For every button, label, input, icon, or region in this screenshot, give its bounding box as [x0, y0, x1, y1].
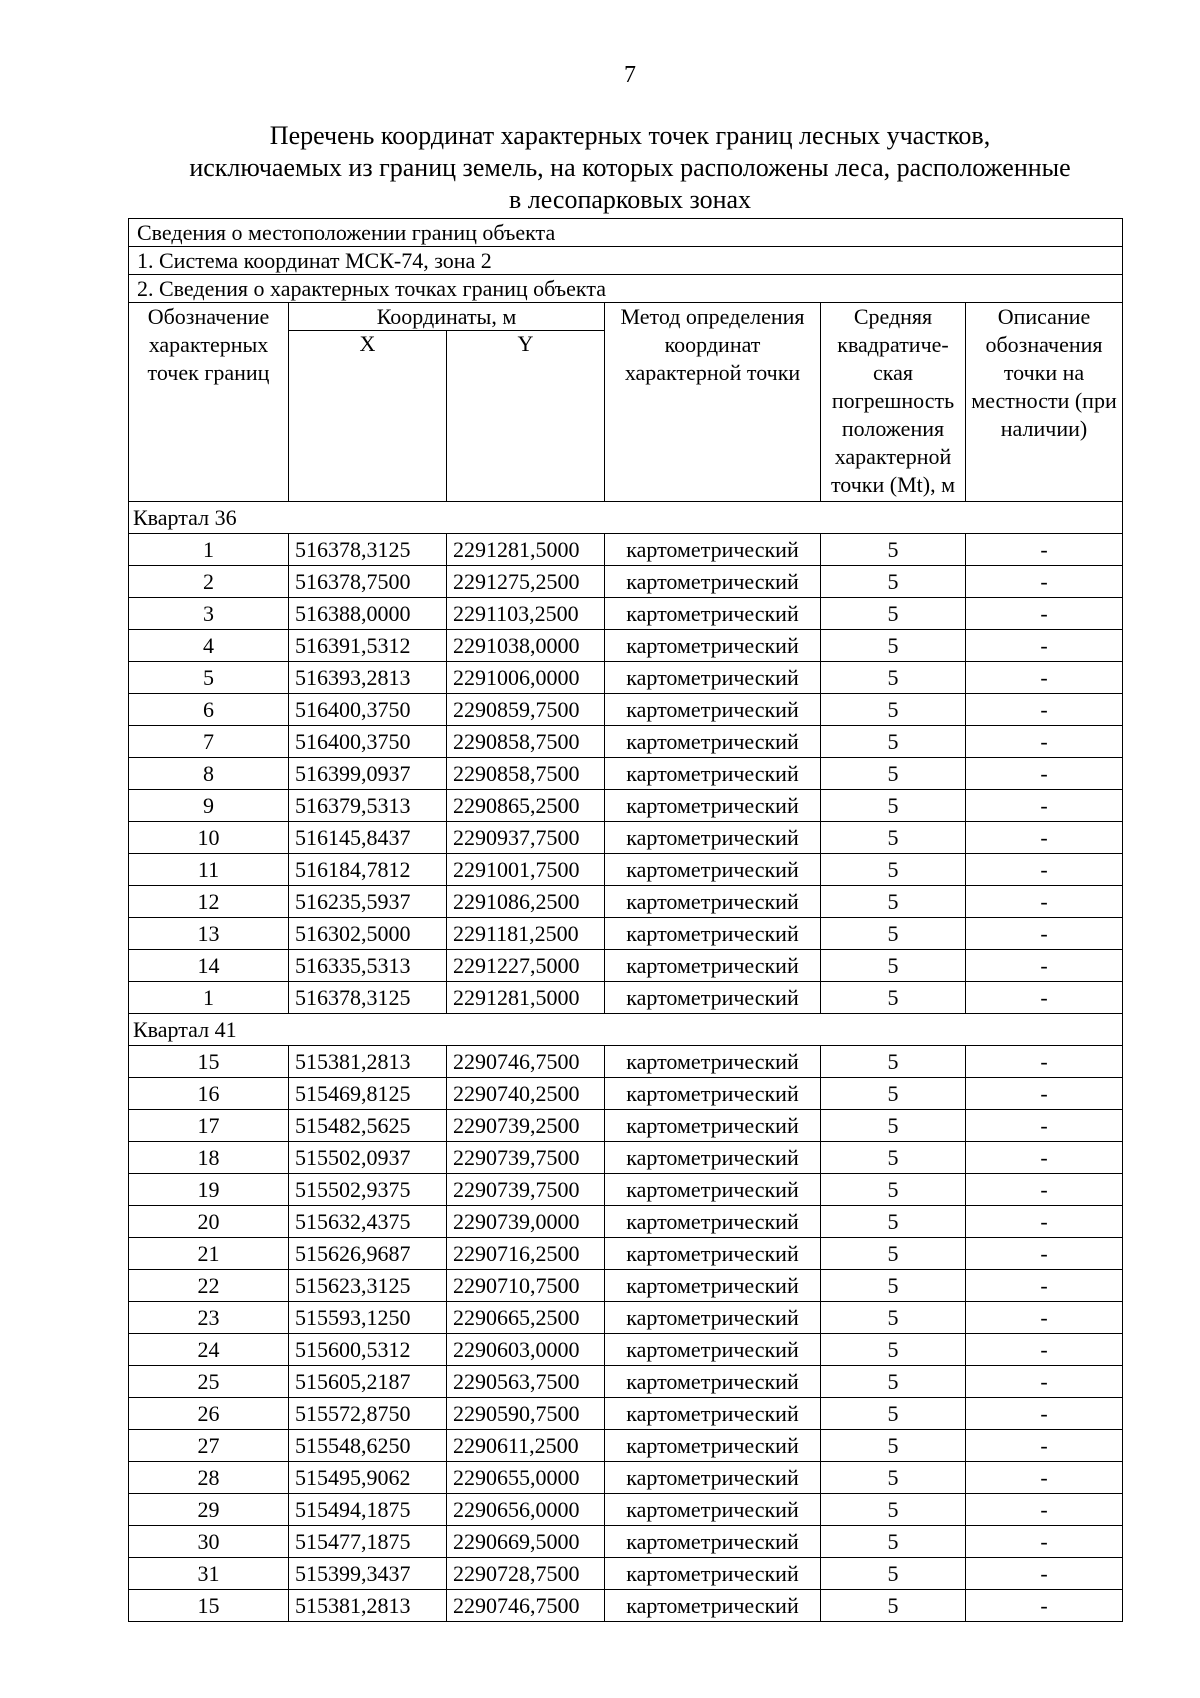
coord-x: 516378,3125 — [289, 982, 447, 1014]
method: картометрический — [605, 694, 821, 726]
coord-x: 516378,7500 — [289, 566, 447, 598]
description: - — [966, 822, 1123, 854]
method: картометрический — [605, 1270, 821, 1302]
error-mt: 5 — [821, 566, 966, 598]
error-mt: 5 — [821, 886, 966, 918]
method: картометрический — [605, 566, 821, 598]
info-row-points: 2. Сведения о характерных точках границ объекта — [129, 275, 1123, 303]
method: картометрический — [605, 1174, 821, 1206]
table-row — [129, 854, 1123, 886]
method: картометрический — [605, 1526, 821, 1558]
coord-x: 515600,5312 — [289, 1334, 447, 1366]
error-mt: 5 — [821, 1462, 966, 1494]
description: - — [966, 1078, 1123, 1110]
method: картометрический — [605, 1078, 821, 1110]
method: картометрический — [605, 1206, 821, 1238]
error-mt: 5 — [821, 1494, 966, 1526]
table-row — [129, 950, 1123, 982]
coord-y: 2290859,7500 — [447, 694, 605, 726]
point-number: 8 — [129, 758, 289, 790]
header-y: Y — [447, 331, 605, 502]
coord-y: 2290858,7500 — [447, 726, 605, 758]
description: - — [966, 1302, 1123, 1334]
error-mt: 5 — [821, 822, 966, 854]
point-number: 20 — [129, 1206, 289, 1238]
coord-x: 516391,5312 — [289, 630, 447, 662]
point-number: 18 — [129, 1142, 289, 1174]
coord-y: 2290937,7500 — [447, 822, 605, 854]
point-number: 23 — [129, 1302, 289, 1334]
header-coordinates: Координаты, м — [289, 303, 605, 331]
header-error: Средняя квадратиче-ская погрешность положения характерной точки (Mt), м — [821, 303, 966, 502]
method: картометрический — [605, 1590, 821, 1622]
block-header-row — [129, 502, 1123, 534]
coord-x: 515605,2187 — [289, 1366, 447, 1398]
method: картометрический — [605, 790, 821, 822]
method: картометрический — [605, 1558, 821, 1590]
coord-y: 2290656,0000 — [447, 1494, 605, 1526]
description: - — [966, 982, 1123, 1014]
coord-x: 515632,4375 — [289, 1206, 447, 1238]
description: - — [966, 950, 1123, 982]
point-number: 13 — [129, 918, 289, 950]
description: - — [966, 918, 1123, 950]
description: - — [966, 1206, 1123, 1238]
coord-y: 2290739,0000 — [447, 1206, 605, 1238]
title-line-2: исключаемых из границ земель, на которых расположены леса, расположенные — [189, 153, 1071, 182]
description: - — [966, 694, 1123, 726]
table-row — [129, 534, 1123, 566]
coord-y: 2290563,7500 — [447, 1366, 605, 1398]
method: картометрический — [605, 1142, 821, 1174]
method: картометрический — [605, 950, 821, 982]
coord-y: 2290710,7500 — [447, 1270, 605, 1302]
coord-x: 515381,2813 — [289, 1046, 447, 1078]
error-mt: 5 — [821, 1366, 966, 1398]
error-mt: 5 — [821, 726, 966, 758]
error-mt: 5 — [821, 854, 966, 886]
table-row — [129, 918, 1123, 950]
point-number: 17 — [129, 1110, 289, 1142]
table-row — [129, 790, 1123, 822]
header-description: Описание обозначения точки на местности (при наличии) — [966, 303, 1123, 502]
method: картометрический — [605, 822, 821, 854]
coord-x: 516393,2813 — [289, 662, 447, 694]
coord-x: 515399,3437 — [289, 1558, 447, 1590]
coord-x: 516235,5937 — [289, 886, 447, 918]
info-row-coordinate-system: 1. Система координат МСК-74, зона 2 — [129, 247, 1123, 275]
point-number: 1 — [129, 982, 289, 1014]
error-mt: 5 — [821, 1206, 966, 1238]
coord-y: 2290590,7500 — [447, 1398, 605, 1430]
point-number: 14 — [129, 950, 289, 982]
description: - — [966, 886, 1123, 918]
description: - — [966, 1046, 1123, 1078]
coord-y: 2291086,2500 — [447, 886, 605, 918]
table-row — [129, 1078, 1123, 1110]
error-mt: 5 — [821, 630, 966, 662]
coord-y: 2291103,2500 — [447, 598, 605, 630]
coord-y: 2290716,2500 — [447, 1238, 605, 1270]
point-number: 6 — [129, 694, 289, 726]
error-mt: 5 — [821, 534, 966, 566]
description: - — [966, 790, 1123, 822]
point-number: 19 — [129, 1174, 289, 1206]
table-row — [129, 566, 1123, 598]
method: картометрический — [605, 1462, 821, 1494]
method: картометрический — [605, 758, 821, 790]
error-mt: 5 — [821, 598, 966, 630]
info-row-location: Сведения о местоположении границ объекта — [129, 219, 1123, 247]
header-point: Обозначение характерных точек границ — [129, 303, 289, 502]
error-mt: 5 — [821, 758, 966, 790]
error-mt: 5 — [821, 662, 966, 694]
coord-y: 2290728,7500 — [447, 1558, 605, 1590]
coord-y: 2290746,7500 — [447, 1046, 605, 1078]
description: - — [966, 726, 1123, 758]
table-row — [129, 1398, 1123, 1430]
point-number: 10 — [129, 822, 289, 854]
table-row — [129, 758, 1123, 790]
description: - — [966, 566, 1123, 598]
coord-y: 2290655,0000 — [447, 1462, 605, 1494]
method: картометрический — [605, 1334, 821, 1366]
header-method: Метод определения координат характерной точки — [605, 303, 821, 502]
table-row — [129, 982, 1123, 1014]
coord-x: 516184,7812 — [289, 854, 447, 886]
description: - — [966, 1334, 1123, 1366]
table-row — [129, 1334, 1123, 1366]
coord-x: 515626,9687 — [289, 1238, 447, 1270]
method: картометрический — [605, 1110, 821, 1142]
coord-y: 2291001,7500 — [447, 854, 605, 886]
table-row — [129, 662, 1123, 694]
table-row — [129, 1110, 1123, 1142]
error-mt: 5 — [821, 1078, 966, 1110]
method: картометрический — [605, 1238, 821, 1270]
table-row — [129, 1302, 1123, 1334]
coord-x: 516388,0000 — [289, 598, 447, 630]
coord-x: 515495,9062 — [289, 1462, 447, 1494]
point-number: 24 — [129, 1334, 289, 1366]
point-number: 7 — [129, 726, 289, 758]
document-title — [130, 120, 1130, 216]
coord-y: 2290665,2500 — [447, 1302, 605, 1334]
error-mt: 5 — [821, 1238, 966, 1270]
table-row — [129, 1142, 1123, 1174]
error-mt: 5 — [821, 1398, 966, 1430]
description: - — [966, 1494, 1123, 1526]
error-mt: 5 — [821, 950, 966, 982]
table-row — [129, 694, 1123, 726]
description: - — [966, 1174, 1123, 1206]
point-number: 15 — [129, 1590, 289, 1622]
coord-y: 2290746,7500 — [447, 1590, 605, 1622]
method: картометрический — [605, 1302, 821, 1334]
coord-x: 515502,0937 — [289, 1142, 447, 1174]
block-label: Квартал 36 — [129, 502, 1123, 534]
table-row — [129, 1430, 1123, 1462]
table-row — [129, 1558, 1123, 1590]
coord-y: 2291006,0000 — [447, 662, 605, 694]
description: - — [966, 854, 1123, 886]
error-mt: 5 — [821, 1558, 966, 1590]
point-number: 27 — [129, 1430, 289, 1462]
point-number: 16 — [129, 1078, 289, 1110]
coord-x: 516399,0937 — [289, 758, 447, 790]
coord-y: 2291038,0000 — [447, 630, 605, 662]
coord-x: 515548,6250 — [289, 1430, 447, 1462]
method: картометрический — [605, 534, 821, 566]
coord-x: 516400,3750 — [289, 726, 447, 758]
error-mt: 5 — [821, 1174, 966, 1206]
page-number: 7 — [624, 62, 636, 88]
point-number: 11 — [129, 854, 289, 886]
description: - — [966, 1430, 1123, 1462]
coord-x: 516302,5000 — [289, 918, 447, 950]
coord-x: 516400,3750 — [289, 694, 447, 726]
point-number: 2 — [129, 566, 289, 598]
coordinates-table — [128, 218, 1123, 1622]
description: - — [966, 1142, 1123, 1174]
table-row — [129, 630, 1123, 662]
table-row — [129, 1174, 1123, 1206]
coord-y: 2291275,2500 — [447, 566, 605, 598]
block-label: Квартал 41 — [129, 1014, 1123, 1046]
error-mt: 5 — [821, 1110, 966, 1142]
description: - — [966, 1270, 1123, 1302]
coord-y: 2290740,2500 — [447, 1078, 605, 1110]
description: - — [966, 1398, 1123, 1430]
point-number: 1 — [129, 534, 289, 566]
coord-y: 2290611,2500 — [447, 1430, 605, 1462]
coord-y: 2291227,5000 — [447, 950, 605, 982]
error-mt: 5 — [821, 790, 966, 822]
table-row — [129, 726, 1123, 758]
error-mt: 5 — [821, 1334, 966, 1366]
point-number: 12 — [129, 886, 289, 918]
point-number: 31 — [129, 1558, 289, 1590]
error-mt: 5 — [821, 1590, 966, 1622]
coord-y: 2291281,5000 — [447, 534, 605, 566]
method: картометрический — [605, 598, 821, 630]
coord-x: 515572,8750 — [289, 1398, 447, 1430]
title-line-3: в лесопарковых зонах — [508, 185, 752, 214]
coord-y: 2290858,7500 — [447, 758, 605, 790]
table-row — [129, 1590, 1123, 1622]
method: картометрический — [605, 886, 821, 918]
table-row — [129, 598, 1123, 630]
error-mt: 5 — [821, 694, 966, 726]
coord-x: 516145,8437 — [289, 822, 447, 854]
table-row — [129, 1526, 1123, 1558]
point-number: 9 — [129, 790, 289, 822]
coord-x: 515482,5625 — [289, 1110, 447, 1142]
table-row — [129, 1046, 1123, 1078]
coord-y: 2290739,2500 — [447, 1110, 605, 1142]
table-row — [129, 1206, 1123, 1238]
description: - — [966, 662, 1123, 694]
coord-y: 2290739,7500 — [447, 1142, 605, 1174]
error-mt: 5 — [821, 918, 966, 950]
description: - — [966, 598, 1123, 630]
table-row — [129, 1270, 1123, 1302]
point-number: 29 — [129, 1494, 289, 1526]
title-line-1: Перечень координат характерных точек границ лесных участков, — [269, 121, 991, 150]
coord-x: 516335,5313 — [289, 950, 447, 982]
error-mt: 5 — [821, 1430, 966, 1462]
description: - — [966, 1462, 1123, 1494]
method: картометрический — [605, 1494, 821, 1526]
method: картометрический — [605, 662, 821, 694]
error-mt: 5 — [821, 1270, 966, 1302]
error-mt: 5 — [821, 1526, 966, 1558]
point-number: 28 — [129, 1462, 289, 1494]
point-number: 5 — [129, 662, 289, 694]
point-number: 4 — [129, 630, 289, 662]
method: картометрический — [605, 1430, 821, 1462]
table-row — [129, 1462, 1123, 1494]
description: - — [966, 1366, 1123, 1398]
coord-x: 515502,9375 — [289, 1174, 447, 1206]
point-number: 3 — [129, 598, 289, 630]
error-mt: 5 — [821, 1046, 966, 1078]
table-row — [129, 1238, 1123, 1270]
coord-x: 515477,1875 — [289, 1526, 447, 1558]
description: - — [966, 534, 1123, 566]
coord-x: 515593,1250 — [289, 1302, 447, 1334]
coord-y: 2290739,7500 — [447, 1174, 605, 1206]
method: картометрический — [605, 1046, 821, 1078]
point-number: 22 — [129, 1270, 289, 1302]
coord-x: 516378,3125 — [289, 534, 447, 566]
coord-y: 2290669,5000 — [447, 1526, 605, 1558]
header-x: X — [289, 331, 447, 502]
description: - — [966, 1110, 1123, 1142]
coord-y: 2290865,2500 — [447, 790, 605, 822]
block-header-row — [129, 1014, 1123, 1046]
description: - — [966, 1238, 1123, 1270]
description: - — [966, 1558, 1123, 1590]
method: картометрический — [605, 1366, 821, 1398]
coord-x: 515381,2813 — [289, 1590, 447, 1622]
error-mt: 5 — [821, 982, 966, 1014]
description: - — [966, 630, 1123, 662]
method: картометрический — [605, 630, 821, 662]
coord-x: 515494,1875 — [289, 1494, 447, 1526]
table-row — [129, 822, 1123, 854]
description: - — [966, 1526, 1123, 1558]
coord-y: 2290603,0000 — [447, 1334, 605, 1366]
method: картометрический — [605, 1398, 821, 1430]
description: - — [966, 1590, 1123, 1622]
method: картометрический — [605, 854, 821, 886]
point-number: 30 — [129, 1526, 289, 1558]
coord-y: 2291281,5000 — [447, 982, 605, 1014]
point-number: 26 — [129, 1398, 289, 1430]
table-row — [129, 1494, 1123, 1526]
description: - — [966, 758, 1123, 790]
method: картометрический — [605, 726, 821, 758]
table-row — [129, 886, 1123, 918]
coord-x: 516379,5313 — [289, 790, 447, 822]
method: картометрический — [605, 918, 821, 950]
point-number: 25 — [129, 1366, 289, 1398]
coord-x: 515623,3125 — [289, 1270, 447, 1302]
error-mt: 5 — [821, 1142, 966, 1174]
coord-y: 2291181,2500 — [447, 918, 605, 950]
point-number: 15 — [129, 1046, 289, 1078]
coord-x: 515469,8125 — [289, 1078, 447, 1110]
method: картометрический — [605, 982, 821, 1014]
error-mt: 5 — [821, 1302, 966, 1334]
table-row — [129, 1366, 1123, 1398]
point-number: 21 — [129, 1238, 289, 1270]
